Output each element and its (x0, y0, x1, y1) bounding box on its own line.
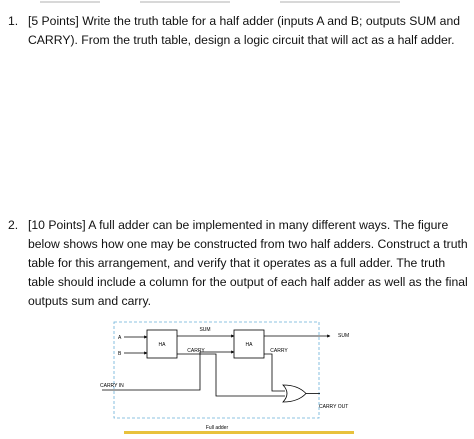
question-2-number: 2. (8, 218, 19, 232)
input-a-label: A (118, 335, 122, 341)
carry-in-label: CARRY IN (100, 383, 124, 389)
top-edge-dash (40, 1, 100, 3)
question-1-number: 1. (8, 14, 19, 28)
top-edge-strip (0, 0, 474, 4)
top-edge-dash (280, 1, 400, 3)
half-adder-1-label: HA (158, 342, 166, 348)
diagram-caption: Full adder (205, 425, 229, 431)
top-edge-dash (140, 1, 230, 3)
full-adder-diagram (92, 318, 392, 434)
sum-output-label: SUM (338, 333, 350, 339)
half-adder-2-label: HA (245, 342, 253, 348)
ha1-sum-label: SUM (199, 327, 211, 333)
ha2-carry-label: CARRY (270, 348, 288, 354)
question-1-text: [5 Points] Write the truth table for a half adder (inputs A and B; outputs SUM and CARRY). From the truth table, design a logic circuit that will act as a half adder. (28, 14, 461, 47)
question-2-text: [10 Points] A full adder can be implemented in many different ways. The figure below shows how one may be constructed from two half adders. Construct a truth table for this arrangement, and verify that it operates as a full adder. The truth table should include a column for the output of each half adder as well as the final outputs sum and carry. (28, 218, 468, 308)
input-b-label: B (118, 351, 122, 357)
ha1-carry-label: CARRY (187, 348, 205, 354)
or-gate (283, 385, 306, 402)
carry-out-label: CARRY OUT (319, 404, 349, 410)
ha2-carry-wire (264, 354, 285, 391)
